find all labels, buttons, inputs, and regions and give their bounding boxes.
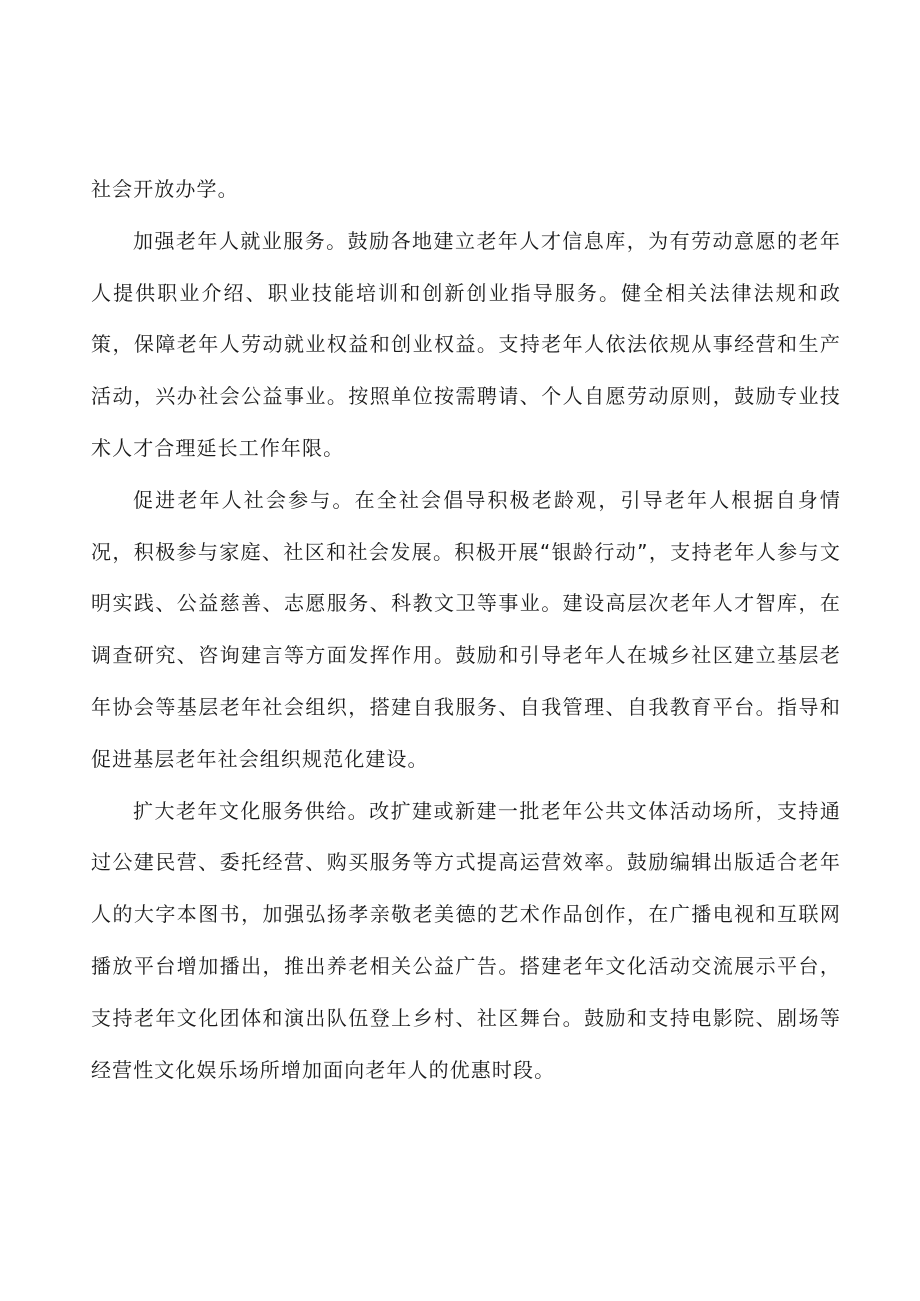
paragraph-continued: 社会开放办学。 xyxy=(91,177,239,201)
document-page xyxy=(91,164,841,1096)
paragraph-cultural-services: 扩大老年文化服务供给。改扩建或新建一批老年公共文体活动场所，支持通过公建民营、委托经营、购买服务等方式提高运营效率。鼓励编辑出版适合老年人的大字本图书，加强弘扬孝亲敬老美德的艺术作品创作，在广播电视和互联网播放平台增加播出，推出养老相关公益广告。搭建老年文化活动交流展示平台，支持老年文化团体和演出队伍登上乡村、社区舞台。鼓励和支持电影院、剧场等经营性文化娱乐场所增加面向老年人的优惠时段。 xyxy=(91,798,841,1082)
paragraph-social-participation: 促进老年人社会参与。在全社会倡导积极老龄观，引导老年人根据自身情况，积极参与家庭、社区和社会发展。积极开展“银龄行动”，支持老年人参与文明实践、公益慈善、志愿服务、科教文卫等事业。建设高层次老年人才智库，在调查研究、咨询建言等方面发挥作用。鼓励和引导老年人在城乡社区建立基层老年协会等基层老年社会组织，搭建自我服务、自我管理、自我教育平台。指导和促进基层老年社会组织规范化建设。 xyxy=(91,487,841,771)
paragraph-employment-services: 加强老年人就业服务。鼓励各地建立老年人才信息库，为有劳动意愿的老年人提供职业介绍、职业技能培训和创新创业指导服务。健全相关法律法规和政策，保障老年人劳动就业权益和创业权益。支持老年人依法依规从事经营和生产活动，兴办社会公益事业。按照单位按需聘请、个人自愿劳动原则，鼓励专业技术人才合理延长工作年限。 xyxy=(91,228,841,460)
